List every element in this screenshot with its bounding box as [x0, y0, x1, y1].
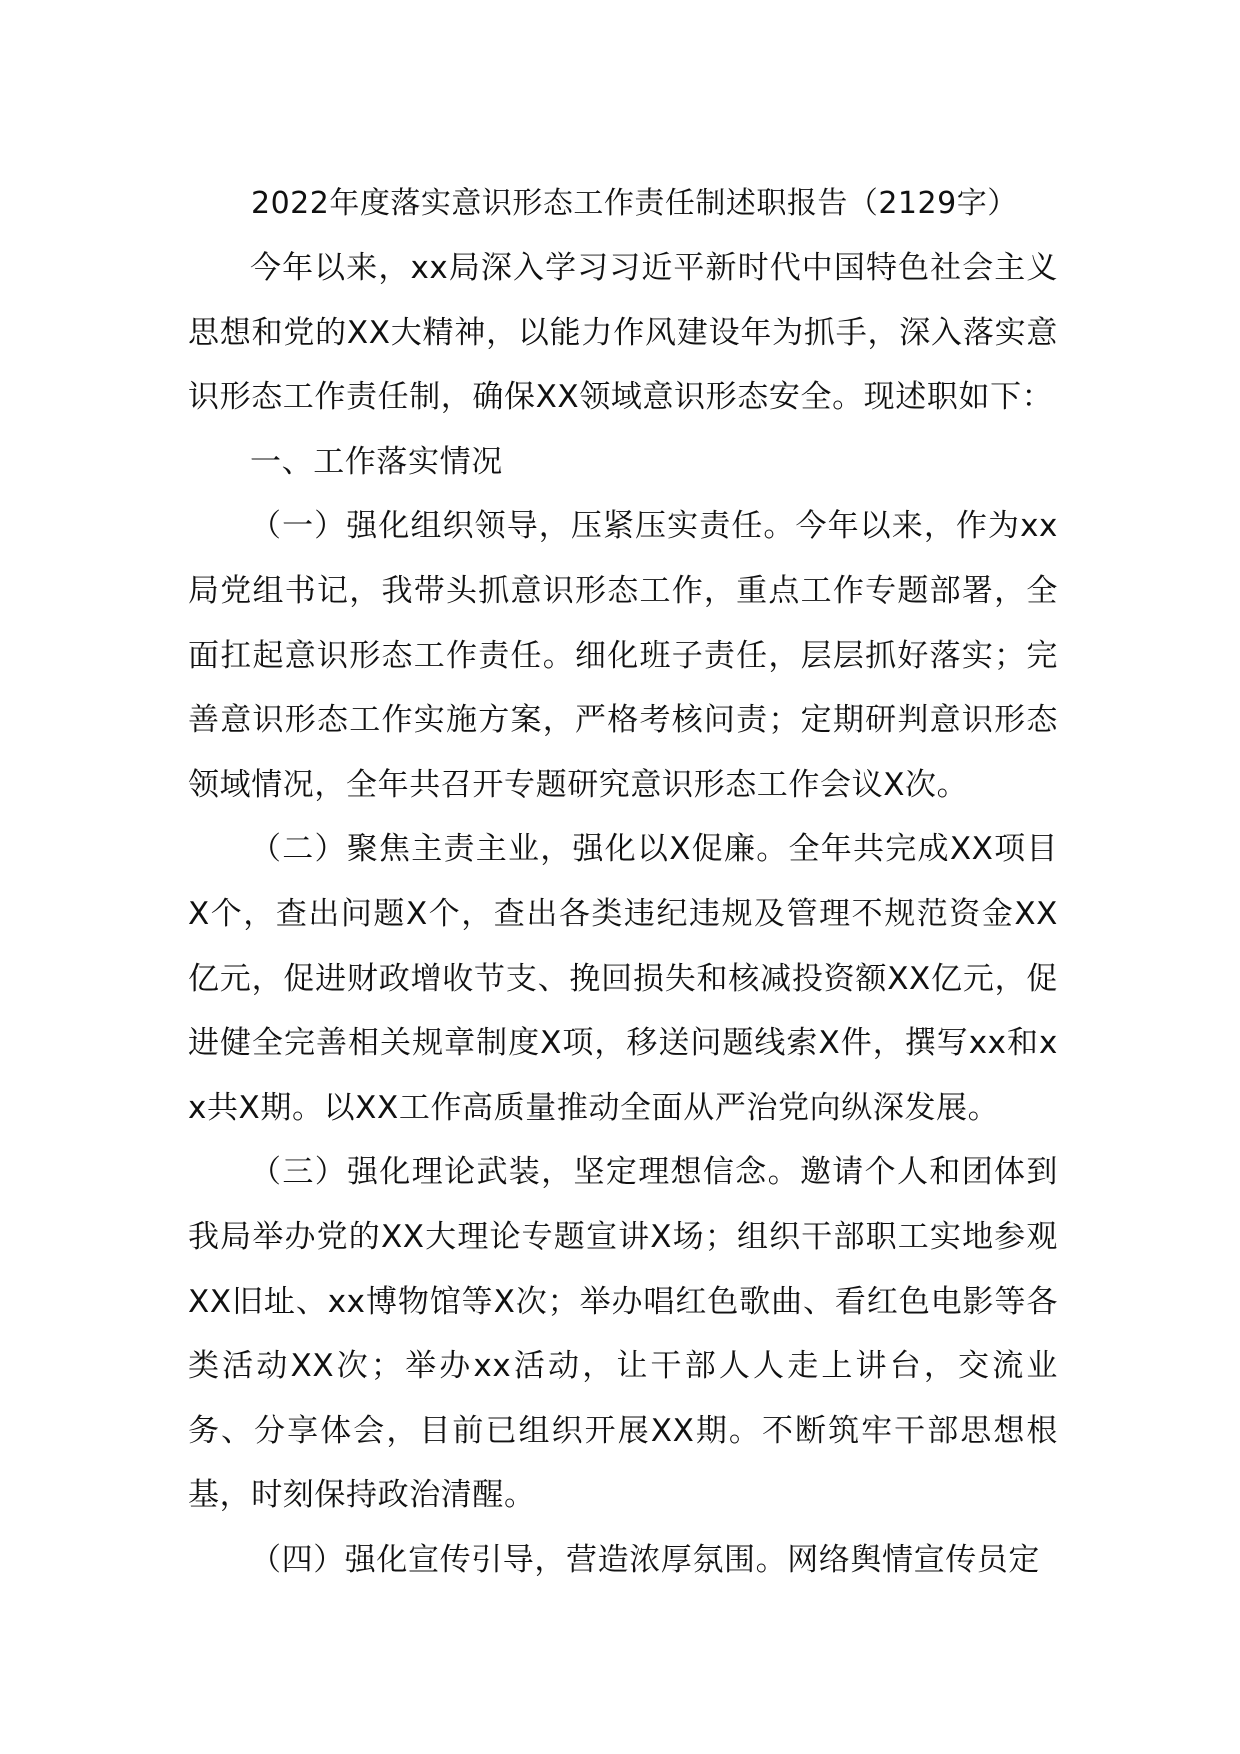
section-heading-work-implementation: 一、工作落实情况	[250, 443, 503, 480]
document-title: 2022年度落实意识形态工作责任制述职报告（2129字）	[251, 186, 1018, 221]
document-body	[188, 172, 1058, 1592]
paragraph-section-3: （三）强化理论武装，坚定理想信念。邀请个人和团体到我局举办党的XX大理论专题宣讲X场；组织干部职工实地参观XX旧址、xx博物馆等X次；举办唱红色歌曲、看红色电影等各类活动XX次；举办xx活动，让干部人人走上讲台，交流业务、分享体会，目前已组织开展XX期。不断筑牢干部思想根基，时刻保持政治清醒。	[188, 1154, 1058, 1514]
paragraph-section-1: （一）强化组织领导，压紧压实责任。今年以来，作为xx局党组书记，我带头抓意识形态工作，重点工作专题部署，全面扛起意识形态工作责任。细化班子责任，层层抓好落实；完善意识形态工作实施方案，严格考核问责；定期研判意识形态领域情况，全年共召开专题研究意识形态工作会议X次。	[188, 508, 1058, 803]
paragraph-section-2: （二）聚焦主责主业，强化以X促廉。全年共完成XX项目X个，查出问题X个，查出各类违纪违规及管理不规范资金XX亿元，促进财政增收节支、挽回损失和核减投资额XX亿元，促进健全完善相关规章制度X项，移送问题线索X件，撰写xx和xx共X期。以XX工作高质量推动全面从严治党向纵深发展。	[188, 831, 1058, 1126]
paragraph-section-4: （四）强化宣传引导，营造浓厚氛围。网络舆情宣传员定	[250, 1541, 1040, 1578]
paragraph-intro: 今年以来，xx局深入学习习近平新时代中国特色社会主义思想和党的XX大精神，以能力作风建设年为抓手，深入落实意识形态工作责任制，确保XX领域意识形态安全。现述职如下：	[188, 250, 1058, 416]
